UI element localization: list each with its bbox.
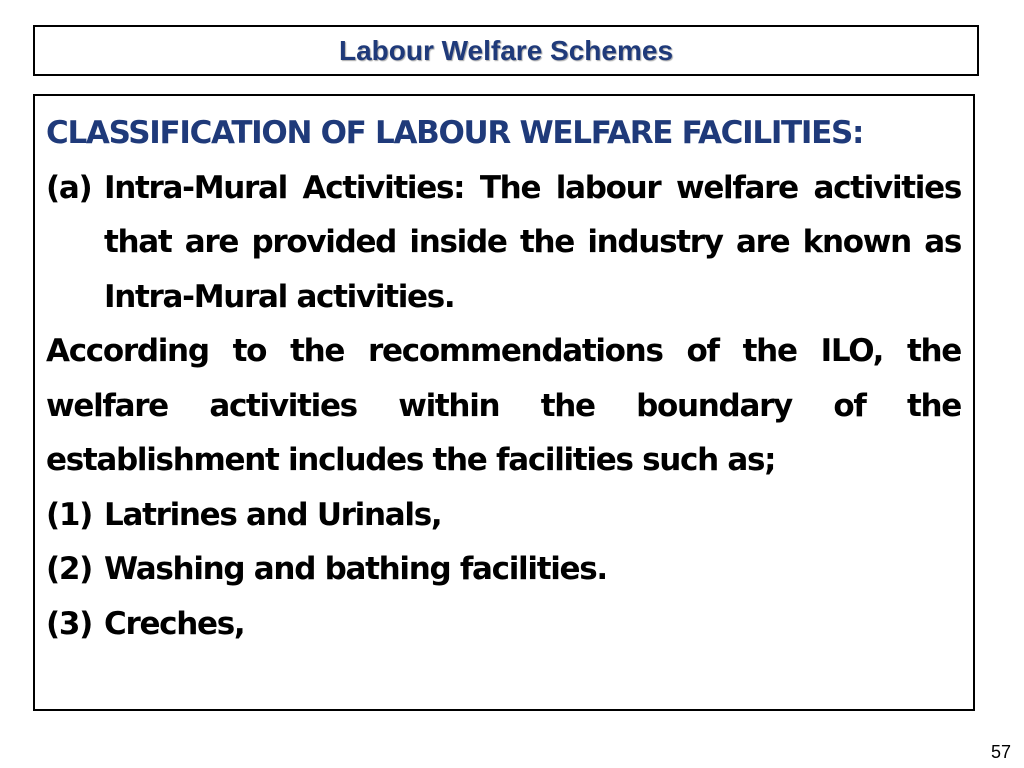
ilo-paragraph: According to the recommendations of the ILO, the welfare activities within the boundary of the establishment includes the facilities such as; bbox=[46, 333, 961, 478]
list-item-text: Latrines and Urinals, bbox=[104, 496, 442, 533]
list-item-text: Washing and bathing facilities. bbox=[104, 551, 607, 587]
list-marker: (2) bbox=[46, 551, 93, 587]
list-marker: (a) bbox=[46, 169, 92, 206]
list-item bbox=[46, 488, 961, 543]
list-item-text: Creches, bbox=[104, 605, 245, 642]
intra-mural-text: Intra-Mural Activities: The labour welfare activities that are provided inside the industry are known as Intra-Mural activities. bbox=[104, 169, 961, 315]
content-box bbox=[33, 94, 975, 711]
intra-mural-item bbox=[46, 161, 961, 325]
slide-number: 57 bbox=[990, 742, 1011, 762]
list-marker: (3) bbox=[46, 605, 93, 642]
classification-heading: CLASSIFICATION OF LABOUR WELFARE FACILITIES: bbox=[46, 115, 864, 151]
list-marker: (1) bbox=[46, 496, 93, 533]
list-item bbox=[46, 597, 961, 652]
slide-title: Labour Welfare Schemes bbox=[338, 34, 674, 66]
title-box bbox=[33, 25, 979, 76]
list-item bbox=[46, 542, 961, 597]
